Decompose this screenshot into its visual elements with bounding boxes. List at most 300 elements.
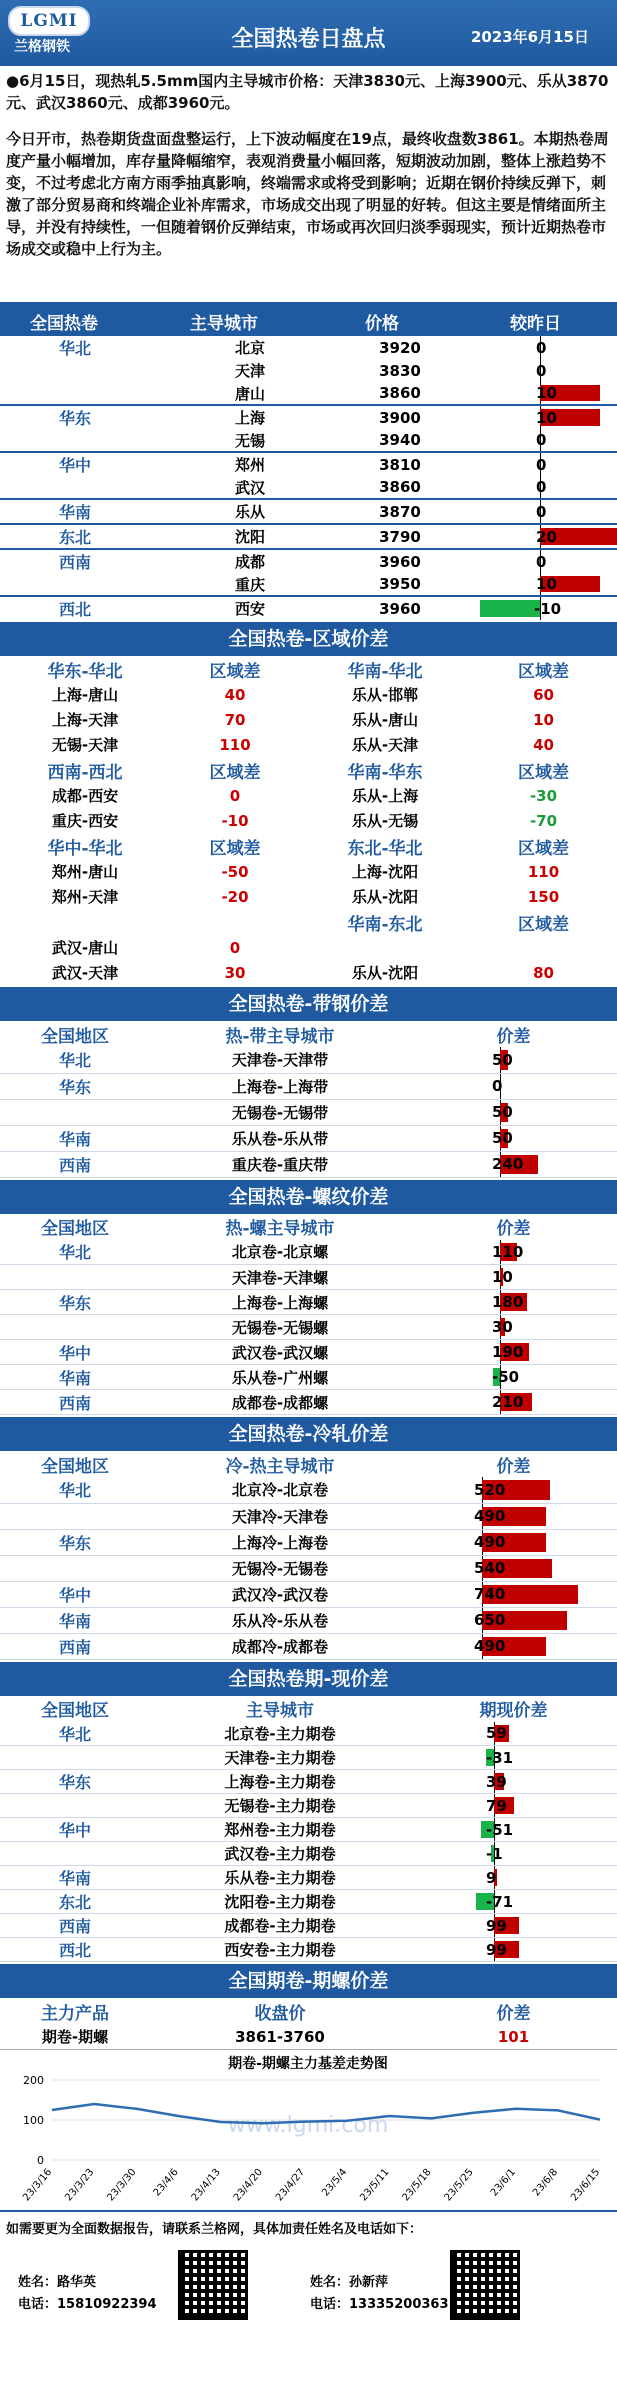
regional-diff-value: 60	[533, 685, 554, 704]
strip-value: 50	[492, 1103, 513, 1121]
futures-row	[0, 1914, 617, 1938]
price-value: 3870	[379, 502, 421, 521]
strip-value: 50	[492, 1129, 513, 1147]
futures-region: 西南	[0, 1914, 150, 1938]
cold-value: 490	[474, 1533, 506, 1551]
price-table	[0, 336, 617, 620]
regional-pair	[300, 935, 470, 960]
price-city: 成都	[234, 553, 265, 571]
price-city: 无锡	[234, 431, 265, 450]
rebar-bar-cell	[410, 1315, 617, 1340]
regional-row	[0, 884, 617, 909]
regional-pair: 成都-西安	[51, 787, 119, 805]
regional-pair: 乐从-沈阳	[351, 964, 419, 982]
regional-pair: 上海-天津	[51, 711, 119, 729]
rebar-value: -50	[492, 1368, 520, 1386]
futures-row	[0, 1770, 617, 1794]
futures-value: 79	[486, 1796, 507, 1815]
fut-product: 期卷-期螺	[41, 2028, 109, 2046]
chart-xtick: 23/4/27	[274, 2166, 308, 2204]
cold-head-row	[0, 1451, 617, 1477]
regional-pair: 无锡-天津	[51, 736, 119, 754]
price-value: 3960	[379, 599, 421, 618]
cold-pair: 武汉冷-武汉卷	[150, 1581, 410, 1607]
regional-pair: 武汉-唐山	[51, 939, 119, 957]
futures-value: -31	[486, 1748, 514, 1767]
cold-col-0: 全国地区	[41, 1456, 109, 1477]
price-change-cell	[450, 573, 617, 596]
cold-col-1: 冷-热主导城市	[225, 1456, 335, 1477]
regional-left-diff	[170, 909, 300, 935]
futures-bar-cell	[410, 1770, 617, 1794]
fut-col-diff: 价差	[496, 2003, 531, 2024]
price-row	[0, 359, 617, 382]
price-row	[0, 382, 617, 405]
chart-ytick: 0	[37, 2154, 44, 2167]
rebar-region	[0, 1315, 150, 1340]
price-value: 3950	[379, 575, 421, 593]
price-value: 3860	[379, 478, 421, 496]
fut-close: 3861-3760	[235, 2027, 325, 2046]
futures-row	[0, 1890, 617, 1914]
regional-diff-value: 0	[229, 786, 241, 805]
price-region	[0, 476, 150, 499]
chart-ytick: 200	[23, 2074, 44, 2087]
cold-col-2: 价差	[496, 1456, 531, 1477]
regional-right-diff: 区域差	[518, 914, 569, 935]
chart-xtick: 23/6/15	[569, 2166, 603, 2204]
regional-diff-value: 110	[527, 862, 560, 881]
market-summary	[0, 66, 617, 302]
futures-region: 西北	[0, 1938, 150, 1962]
futures-bar-cell	[410, 1818, 617, 1842]
cold-bar-cell	[410, 1633, 617, 1659]
price-change-cell	[450, 549, 617, 573]
strip-region: 华东	[0, 1073, 150, 1099]
price-change-cell	[450, 499, 617, 524]
price-change-cell	[450, 336, 617, 359]
futures-col-0: 全国地区	[41, 1701, 109, 1721]
futures-row	[0, 1818, 617, 1842]
change-label: 0	[536, 502, 547, 521]
rebar-pair: 上海卷-上海螺	[150, 1290, 410, 1315]
cold-row	[0, 1555, 617, 1581]
futures-region: 华东	[0, 1770, 150, 1794]
futures-bar-cell	[410, 1842, 617, 1866]
rebar-row	[0, 1290, 617, 1315]
regional-pair: 重庆-西安	[51, 812, 119, 830]
price-city: 天津	[234, 362, 265, 380]
cold-region	[0, 1503, 150, 1529]
contact-left	[18, 2272, 157, 2316]
regional-diff-value: 150	[527, 887, 560, 906]
regional-diff-value: -70	[529, 811, 558, 830]
strip-pair: 上海卷-上海带	[150, 1073, 410, 1099]
cold-bar-cell	[410, 1555, 617, 1581]
regional-row	[0, 707, 617, 732]
price-region: 西南	[58, 553, 91, 572]
fut-col-close: 收盘价	[254, 2003, 306, 2024]
regional-left-head: 华中-华北	[47, 838, 123, 859]
strip-col-1: 热-带主导城市	[225, 1026, 335, 1047]
regional-left-diff: 区域差	[209, 838, 261, 859]
cold-value: 650	[474, 1611, 506, 1629]
change-label: 0	[536, 338, 547, 357]
strip-value: 0	[492, 1077, 503, 1095]
rebar-pair: 北京卷-北京螺	[150, 1240, 410, 1265]
change-label: 10	[536, 575, 557, 593]
change-label: 20	[536, 527, 557, 546]
strip-pair: 无锡卷-无锡带	[150, 1099, 410, 1125]
price-row	[0, 596, 617, 620]
change-label: 0	[536, 455, 547, 474]
logo-text: LGMI	[20, 11, 78, 31]
regional-pair: 乐从-邯郸	[351, 686, 419, 704]
strip-bar-cell	[410, 1151, 617, 1177]
cold-bar-cell	[410, 1477, 617, 1503]
futures-bar-cell	[410, 1794, 617, 1818]
futures-rebar-table	[0, 1998, 617, 2049]
price-region: 华中	[58, 456, 91, 475]
regional-left-diff: 区域差	[209, 661, 261, 682]
regional-pair: 郑州-唐山	[51, 863, 119, 881]
col-change: 较昨日	[510, 314, 561, 334]
rebar-region: 华南	[0, 1365, 150, 1390]
regional-spread-table	[0, 656, 617, 985]
futures-row	[0, 1794, 617, 1818]
regional-pair: 乐从-唐山	[351, 711, 419, 729]
regional-diff-value: -50	[221, 862, 249, 881]
rebar-row	[0, 1340, 617, 1365]
regional-row	[0, 960, 617, 985]
regional-left-head: 华东-华北	[47, 661, 123, 682]
cold-value: 490	[474, 1637, 506, 1655]
strip-region: 华南	[0, 1125, 150, 1151]
price-region: 华南	[58, 503, 91, 522]
regional-right-diff: 区域差	[518, 661, 569, 682]
regional-left-head: 西南-西北	[47, 762, 123, 783]
price-change-cell	[450, 359, 617, 382]
rebar-col-0: 全国地区	[41, 1219, 109, 1239]
futures-region: 华中	[0, 1818, 150, 1842]
regional-diff-value: 10	[533, 710, 554, 729]
rebar-region: 西南	[0, 1390, 150, 1415]
chart-xtick: 23/4/13	[189, 2166, 223, 2204]
change-bar	[480, 600, 540, 617]
price-city: 重庆	[234, 575, 265, 594]
price-row	[0, 499, 617, 524]
rebar-pair: 无锡卷-无锡螺	[150, 1315, 410, 1340]
futures-pair: 成都卷-主力期卷	[150, 1914, 410, 1938]
rebar-bar-cell	[410, 1365, 617, 1390]
strip-value: 50	[492, 1050, 513, 1069]
chart-title: 期卷-期螺主力基差走势图	[228, 2056, 388, 2072]
chart-xtick: 23/3/23	[63, 2166, 97, 2204]
regional-right-head: 华南-华北	[347, 661, 423, 682]
basis-trend-chart	[0, 2049, 617, 2210]
chart-xtick: 23/5/11	[358, 2166, 392, 2204]
price-row	[0, 405, 617, 429]
strip-pair: 天津卷-天津带	[150, 1047, 410, 1073]
cold-row	[0, 1503, 617, 1529]
futures-pair: 武汉卷-主力期卷	[150, 1842, 410, 1866]
strip-spread-title: 全国热卷-带钢价差	[0, 987, 617, 1021]
regional-right-head: 华南-华东	[347, 762, 423, 783]
strip-bar-cell	[410, 1047, 617, 1073]
cold-spread-title: 全国热卷-冷轧价差	[0, 1417, 617, 1451]
strip-row	[0, 1099, 617, 1125]
futures-value: 39	[486, 1772, 507, 1791]
strip-bar-cell	[410, 1073, 617, 1099]
rebar-pair: 武汉卷-武汉螺	[150, 1340, 410, 1365]
price-value: 3960	[379, 552, 421, 571]
col-region: 全国热卷	[30, 314, 98, 334]
contact-right	[310, 2272, 449, 2316]
strip-region	[0, 1099, 150, 1125]
strip-row	[0, 1125, 617, 1151]
price-change-cell	[450, 476, 617, 499]
futures-region: 华北	[0, 1722, 150, 1746]
futures-row	[0, 1722, 617, 1746]
cold-row	[0, 1477, 617, 1503]
contact-footer	[0, 2210, 617, 2390]
price-change-cell	[450, 405, 617, 429]
rebar-pair: 成都卷-成都螺	[150, 1390, 410, 1415]
cold-pair: 乐从冷-乐从卷	[150, 1607, 410, 1633]
regional-row	[0, 859, 617, 884]
rebar-bar-cell	[410, 1340, 617, 1365]
price-row	[0, 573, 617, 596]
chart-xtick: 23/5/25	[442, 2166, 476, 2204]
chart-xtick: 23/4/6	[151, 2166, 181, 2199]
chart-xtick: 23/3/16	[21, 2166, 55, 2204]
price-value: 3900	[379, 408, 421, 427]
rebar-value: 30	[492, 1318, 513, 1336]
futures-pair: 天津卷-主力期卷	[150, 1746, 410, 1770]
futures-head-row	[0, 1696, 617, 1722]
chart-ytick: 100	[23, 2114, 44, 2127]
strip-head-row	[0, 1021, 617, 1047]
logo-subtitle: 兰格钢铁	[14, 39, 70, 55]
change-label: 10	[536, 408, 557, 427]
rebar-head-row	[0, 1214, 617, 1240]
rebar-bar-cell	[410, 1240, 617, 1265]
price-change-cell	[450, 596, 617, 620]
page-title: 全国热卷日盘点	[231, 27, 386, 52]
regional-pair: 上海-沈阳	[351, 863, 419, 881]
change-label: -10	[534, 599, 562, 618]
rebar-region: 华东	[0, 1290, 150, 1315]
cold-pair: 上海冷-上海卷	[150, 1529, 410, 1555]
regional-pair: 乐从-上海	[351, 787, 419, 805]
futures-row	[0, 1866, 617, 1890]
futures-row	[0, 1746, 617, 1770]
cold-region: 华中	[0, 1581, 150, 1607]
rebar-row	[0, 1265, 617, 1290]
price-row	[0, 476, 617, 499]
rebar-row	[0, 1315, 617, 1340]
regional-row	[0, 783, 617, 808]
cold-value: 490	[474, 1507, 506, 1525]
regional-right-diff: 区域差	[518, 762, 569, 783]
regional-pair: 上海-唐山	[51, 686, 119, 704]
rebar-pair: 天津卷-天津螺	[150, 1265, 410, 1290]
fut-col-product: 主力产品	[41, 2003, 109, 2024]
regional-diff-value: 110	[219, 735, 251, 754]
price-value: 3920	[379, 338, 421, 357]
futures-value: -71	[486, 1892, 514, 1911]
qr-code-left	[178, 2250, 248, 2320]
futures-col-1: 主导城市	[246, 1701, 314, 1721]
chart-xtick: 23/6/1	[488, 2166, 518, 2199]
rebar-col-2: 价差	[496, 1219, 531, 1239]
regional-pair: 乐从-无锡	[351, 812, 419, 830]
price-region	[0, 573, 150, 596]
contact-left-phone: 电话：15810922394	[18, 2297, 157, 2312]
chart-xtick: 23/5/18	[400, 2166, 434, 2204]
rebar-pair: 乐从卷-广州螺	[150, 1365, 410, 1390]
cold-bar-cell	[410, 1503, 617, 1529]
rebar-value: 190	[492, 1343, 524, 1361]
cold-region: 西南	[0, 1633, 150, 1659]
price-region: 华北	[58, 339, 91, 358]
price-row	[0, 452, 617, 476]
cold-row	[0, 1633, 617, 1659]
cold-value: 520	[474, 1480, 506, 1499]
report-date: 2023年6月15日	[470, 28, 589, 46]
price-city: 上海	[234, 409, 265, 427]
futures-value: 99	[486, 1940, 507, 1959]
futures-value: -51	[486, 1820, 514, 1839]
summary-analysis: 今日开市，热卷期货盘面盘整运行，上下波动幅度在19点，最终收盘数3861。本期热卷周度产量小幅增加，库存量降幅缩窄，表观消费量小幅回落，短期波动加剧，整体上涨趋势不变，不过考虑北方南方雨季抽真影响，终端需求或将受到影响；近期在钢价持续反弹下，刺激了部分贸易商和终端企业补库需求，市场成交出现了明显的好转。但这主要是情绪面所主导，并没有持续性，一但随着钢价反弹结束，市场或再次回归淡季弱现实，预计近期热卷市场成交或稳中上行为主。	[6, 130, 609, 258]
futures-value: -1	[486, 1844, 503, 1863]
chart-xtick: 23/6/8	[531, 2166, 561, 2199]
strip-row	[0, 1047, 617, 1073]
futures-pair: 乐从卷-主力期卷	[150, 1866, 410, 1890]
regional-diff-value: 70	[224, 710, 246, 729]
cold-pair: 北京冷-北京卷	[150, 1477, 410, 1503]
price-change-cell	[450, 429, 617, 452]
futures-region: 华南	[0, 1866, 150, 1890]
price-city: 武汉	[234, 478, 265, 497]
futures-bar-cell	[410, 1938, 617, 1962]
rebar-region: 华北	[0, 1240, 150, 1265]
fut-diff-value: 101	[497, 2027, 530, 2046]
col-city: 主导城市	[190, 314, 258, 334]
regional-pair: 乐从-沈阳	[351, 888, 419, 906]
rebar-region	[0, 1265, 150, 1290]
cold-bar-cell	[410, 1529, 617, 1555]
futures-region: 东北	[0, 1890, 150, 1914]
futures-rebar-title: 全国期卷-期螺价差	[0, 1964, 617, 1998]
change-label: 10	[536, 384, 557, 402]
strip-col-2: 价差	[496, 1026, 531, 1047]
futures-bar-cell	[410, 1866, 617, 1890]
contact-note: 如需要更为全面数据报告，请联系兰格网，具体加责任姓名及电话如下：	[6, 2222, 423, 2237]
strip-col-0: 全国地区	[41, 1026, 109, 1047]
futures-row	[0, 1842, 617, 1866]
rebar-row	[0, 1240, 617, 1265]
strip-pair: 乐从卷-乐从带	[150, 1125, 410, 1151]
price-region	[0, 429, 150, 452]
price-value: 3810	[379, 455, 421, 474]
chart-watermark: www.lgmi.com	[227, 2113, 389, 2138]
regional-row	[0, 682, 617, 707]
cold-region: 华北	[0, 1477, 150, 1503]
rebar-col-1: 热-螺主导城市	[225, 1219, 335, 1239]
cold-pair: 无锡冷-无锡卷	[150, 1555, 410, 1581]
strip-region: 华北	[0, 1047, 150, 1073]
rebar-bar-cell	[410, 1265, 617, 1290]
futures-row	[0, 1938, 617, 1962]
cold-region: 华南	[0, 1607, 150, 1633]
strip-row	[0, 1073, 617, 1099]
regional-left-head	[0, 909, 170, 935]
rebar-value: 180	[492, 1293, 524, 1311]
cold-bar-cell	[410, 1581, 617, 1607]
rebar-row	[0, 1365, 617, 1390]
futures-pair: 沈阳卷-主力期卷	[150, 1890, 410, 1914]
futures-pair: 无锡卷-主力期卷	[150, 1794, 410, 1818]
regional-pair: 郑州-天津	[51, 888, 119, 906]
futures-pair: 上海卷-主力期卷	[150, 1770, 410, 1794]
price-city: 北京	[234, 339, 265, 357]
futures-pair: 北京卷-主力期卷	[150, 1722, 410, 1746]
price-change-cell	[450, 452, 617, 476]
futures-bar-cell	[410, 1890, 617, 1914]
regional-head-row	[0, 757, 617, 783]
chart-xtick: 23/5/4	[320, 2166, 350, 2199]
contact-right-name: 姓名：孙新萍	[310, 2275, 389, 2290]
price-row	[0, 549, 617, 573]
rebar-bar-cell	[410, 1290, 617, 1315]
price-value: 3830	[379, 361, 421, 380]
regional-pair: 武汉-天津	[51, 964, 119, 982]
regional-diff-value: 40	[224, 685, 246, 704]
price-row	[0, 429, 617, 452]
price-table-header	[0, 302, 617, 336]
chart-xtick: 23/4/20	[231, 2166, 266, 2204]
regional-row	[0, 808, 617, 833]
cold-pair: 天津冷-天津卷	[150, 1503, 410, 1529]
regional-diff-value	[470, 935, 617, 960]
rebar-spread-title: 全国热卷-螺纹价差	[0, 1180, 617, 1214]
strip-bar-cell	[410, 1125, 617, 1151]
contact-left-name: 姓名：路华英	[18, 2275, 97, 2290]
regional-row	[0, 935, 617, 960]
price-region	[0, 382, 150, 405]
cold-value: 540	[474, 1559, 506, 1577]
regional-head-row	[0, 656, 617, 682]
rebar-bar-cell	[410, 1390, 617, 1415]
rebar-value: 10	[492, 1268, 513, 1286]
cold-spread-table	[0, 1451, 617, 1660]
rebar-value: 210	[492, 1393, 524, 1411]
rebar-spread-table	[0, 1214, 617, 1416]
cold-pair: 成都冷-成都卷	[150, 1633, 410, 1659]
regional-row	[0, 732, 617, 757]
contact-right-phone: 电话：13335200363	[310, 2297, 449, 2312]
strip-spread-table	[0, 1021, 617, 1178]
qr-code-right	[450, 2250, 520, 2320]
change-label: 0	[536, 361, 547, 380]
regional-diff-value: -10	[221, 811, 249, 830]
rebar-region: 华中	[0, 1340, 150, 1365]
cold-value: 740	[474, 1585, 506, 1603]
regional-diff-value: 80	[533, 963, 554, 982]
strip-value: 240	[492, 1155, 524, 1173]
change-label: 0	[536, 478, 547, 496]
